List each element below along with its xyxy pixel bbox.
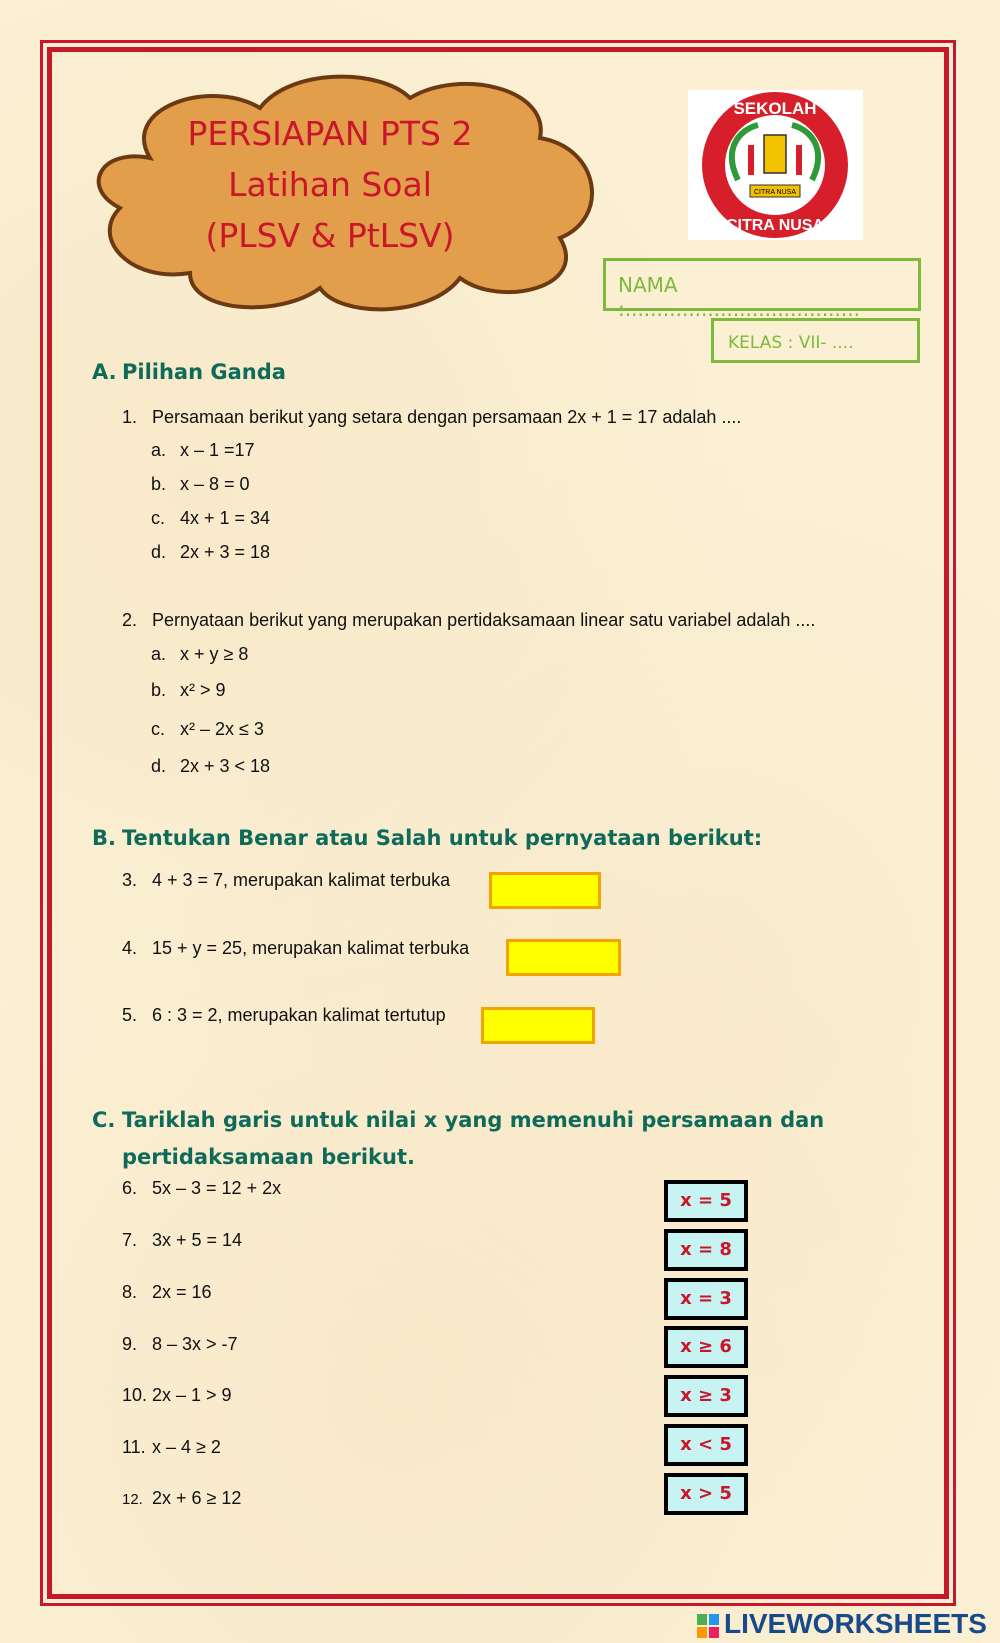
- section-c-heading: [92, 1108, 824, 1132]
- section-a-letter: A.: [92, 360, 117, 384]
- question-text: 2x – 1 > 9: [152, 1385, 232, 1405]
- option-text: x² > 9: [180, 680, 226, 700]
- match-answer-2[interactable]: x = 8: [664, 1229, 748, 1271]
- match-answer-7[interactable]: x > 5: [664, 1473, 748, 1515]
- school-logo: [688, 90, 863, 240]
- question-number: 11.: [122, 1437, 146, 1457]
- match-answer-1[interactable]: x = 5: [664, 1180, 748, 1222]
- title-line-1: PERSIAPAN PTS 2: [187, 114, 473, 153]
- question-text: Persamaan berikut yang setara dengan persamaan 2x + 1 = 17 adalah ....: [152, 407, 742, 427]
- section-a-title: Pilihan Ganda: [122, 360, 286, 384]
- option-letter: c.: [151, 719, 166, 739]
- option-text: x – 8 = 0: [180, 474, 250, 494]
- name-field[interactable]: NAMA :.....................................: [603, 258, 921, 311]
- option-text: x² – 2x ≤ 3: [180, 719, 264, 739]
- option-letter: a.: [151, 644, 167, 664]
- section-b-letter: B.: [92, 826, 116, 850]
- section-c-letter: C.: [92, 1108, 116, 1132]
- option-letter: c.: [151, 508, 166, 528]
- question-number: 10.: [122, 1385, 148, 1405]
- section-c-title-line-1: Tariklah garis untuk nilai x yang memenuhi persamaan dan: [122, 1108, 825, 1132]
- question-text: 5x – 3 = 12 + 2x: [152, 1178, 282, 1198]
- question-number: 3.: [122, 870, 138, 890]
- option-text: 4x + 1 = 34: [180, 508, 271, 528]
- question-text: Pernyataan berikut yang merupakan pertidaksamaan linear satu variabel adalah ....: [152, 610, 816, 630]
- question-number: 5.: [122, 1005, 138, 1025]
- option-letter: d.: [151, 542, 167, 562]
- match-answer-3[interactable]: x = 3: [664, 1278, 748, 1320]
- question-number: 2.: [122, 610, 138, 630]
- option-text: x – 1 =17: [180, 440, 255, 460]
- question-text: 15 + y = 25, merupakan kalimat terbuka: [152, 938, 470, 958]
- answer-input-5[interactable]: [481, 1007, 595, 1044]
- title-line-2: Latihan Soal: [228, 165, 432, 204]
- section-b-title: Tentukan Benar atau Salah untuk pernyataan berikut:: [122, 826, 763, 850]
- question-text: 2x + 6 ≥ 12: [152, 1488, 242, 1508]
- question-number: 12.: [122, 1491, 143, 1508]
- option-text: 2x + 3 < 18: [180, 756, 271, 776]
- class-field[interactable]: KELAS : VII- ....: [711, 318, 920, 363]
- logo-top-text: SEKOLAH: [733, 99, 817, 118]
- logo-bottom-text: CITRA NUSA: [725, 217, 825, 234]
- section-b-heading: [92, 826, 762, 850]
- question-text: x – 4 ≥ 2: [152, 1437, 221, 1457]
- logo-inner-label: CITRA NUSA: [753, 189, 797, 196]
- answer-input-4[interactable]: [506, 939, 621, 976]
- question-number: 4.: [122, 938, 138, 958]
- question-text: 6 : 3 = 2, merupakan kalimat tertutup: [152, 1005, 446, 1025]
- match-answer-4[interactable]: x ≥ 6: [664, 1326, 748, 1368]
- liveworksheets-watermark: LIVEWORKSHEETS: [724, 1608, 987, 1639]
- option-letter: a.: [151, 440, 167, 460]
- section-c-title-line-2: pertidaksamaan berikut.: [122, 1145, 415, 1169]
- question-text: 3x + 5 = 14: [152, 1230, 243, 1250]
- option-letter: d.: [151, 756, 167, 776]
- question-text: 2x = 16: [152, 1282, 212, 1302]
- title-line-3: (PLSV & PtLSV): [205, 216, 455, 255]
- question-number: 9.: [122, 1334, 138, 1354]
- answer-input-3[interactable]: [489, 872, 601, 909]
- question-number: 6.: [122, 1178, 138, 1198]
- match-answer-6[interactable]: x < 5: [664, 1424, 748, 1466]
- question-text: 8 – 3x > -7: [152, 1334, 238, 1354]
- question-text: 4 + 3 = 7, merupakan kalimat terbuka: [152, 870, 451, 890]
- liveworksheets-icon: [697, 1614, 719, 1638]
- option-letter: b.: [151, 474, 167, 494]
- question-number: 7.: [122, 1230, 138, 1250]
- question-number: 1.: [122, 407, 138, 427]
- question-number: 8.: [122, 1282, 138, 1302]
- title-block: [150, 108, 510, 261]
- option-text: 2x + 3 = 18: [180, 542, 271, 562]
- option-text: x + y ≥ 8: [180, 644, 249, 664]
- match-answer-5[interactable]: x ≥ 3: [664, 1375, 748, 1417]
- option-letter: b.: [151, 680, 167, 700]
- section-a-heading: [92, 360, 286, 384]
